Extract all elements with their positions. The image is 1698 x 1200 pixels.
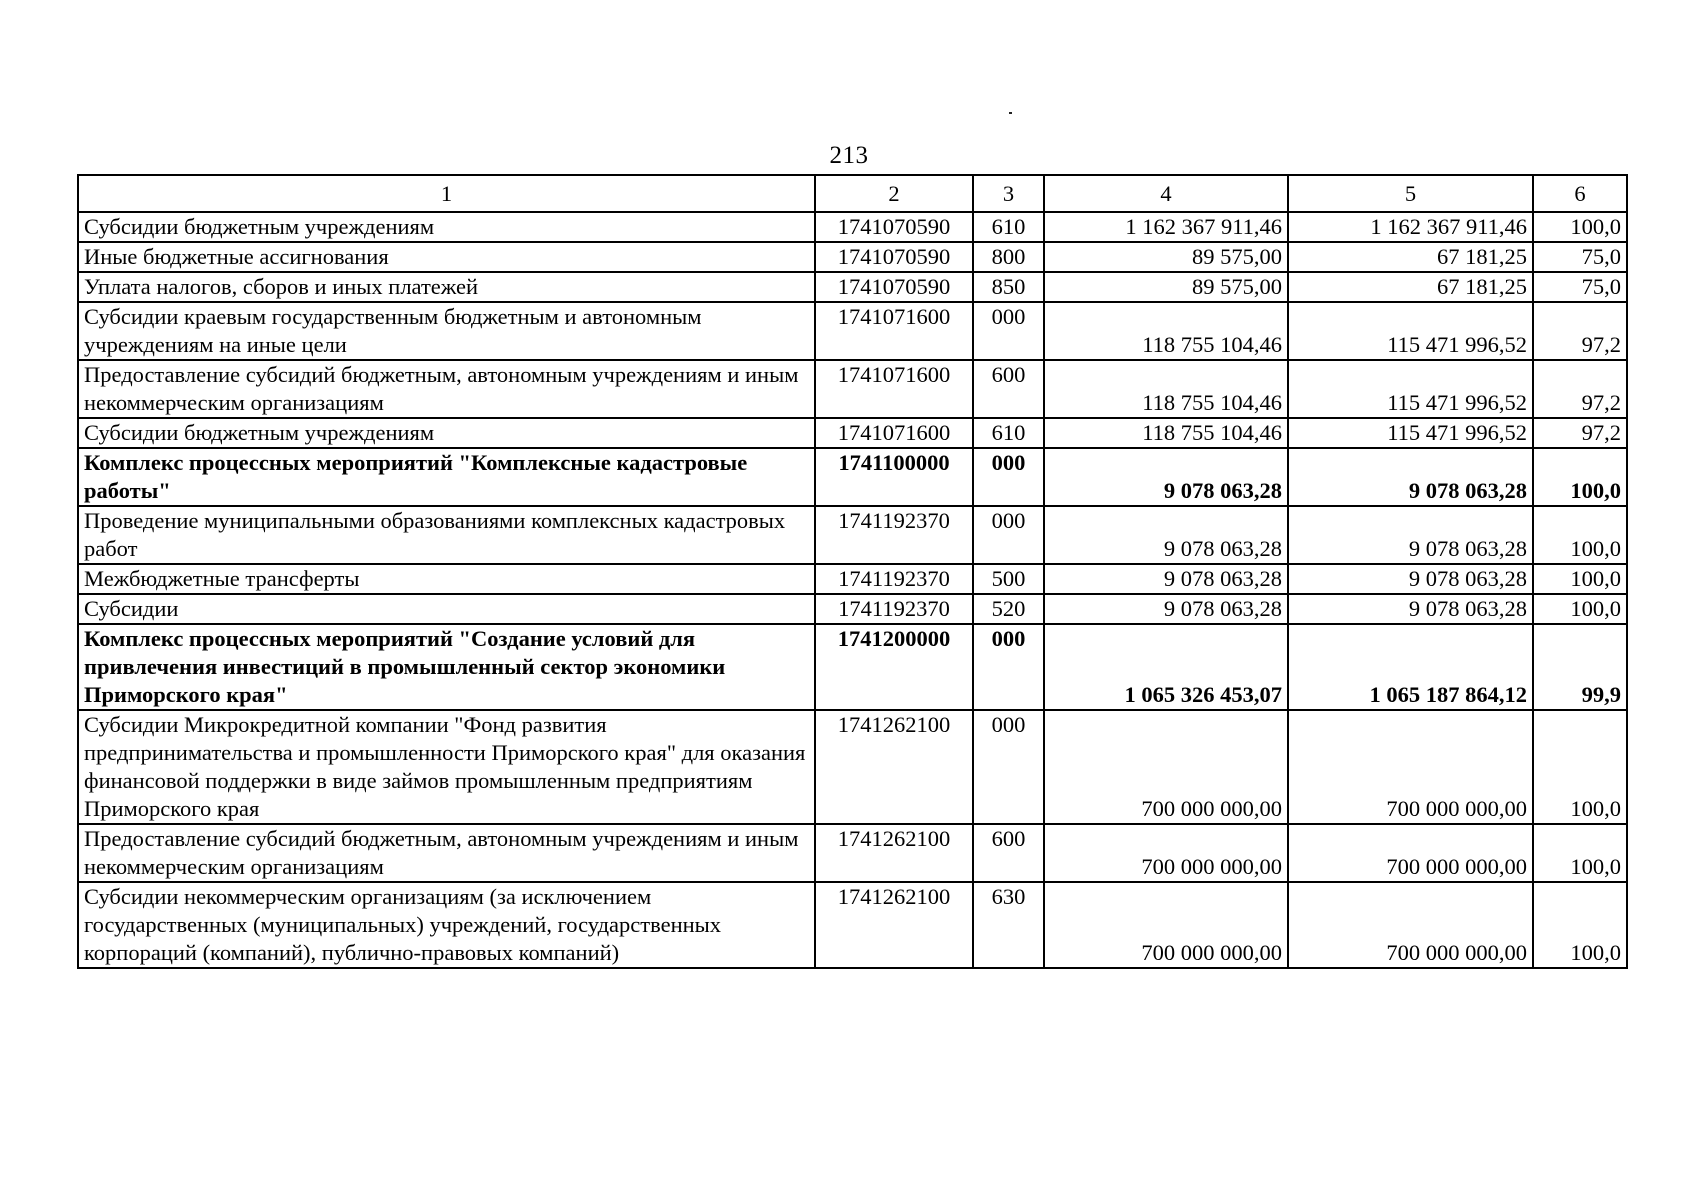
row-fact-amount-cell: 9 078 063,28: [1288, 594, 1533, 624]
row-percent-cell: 100,0: [1533, 564, 1627, 594]
column-header-name: 1: [78, 175, 815, 212]
row-name-cell: Межбюджетные трансферты: [78, 564, 815, 594]
row-code-cell: 1741070590: [815, 212, 973, 242]
row-name-cell: Иные бюджетные ассигнования: [78, 242, 815, 272]
row-plan-amount-cell: 1 162 367 911,46: [1044, 212, 1288, 242]
row-percent-cell: 97,2: [1533, 360, 1627, 418]
table-row: [78, 564, 1627, 594]
row-percent-cell: 100,0: [1533, 448, 1627, 506]
row-plan-amount-cell: 118 755 104,46: [1044, 418, 1288, 448]
scan-speck: [1009, 112, 1012, 114]
row-plan-amount-cell: 9 078 063,28: [1044, 564, 1288, 594]
row-expense-type-cell: 000: [973, 448, 1044, 506]
row-percent-cell: 100,0: [1533, 710, 1627, 824]
row-fact-amount-cell: 9 078 063,28: [1288, 564, 1533, 594]
table-row: [78, 360, 1627, 418]
row-code-cell: 1741100000: [815, 448, 973, 506]
row-expense-type-cell: 600: [973, 360, 1044, 418]
row-name-cell: Проведение муниципальными образованиями комплексных кадастровых работ: [78, 506, 815, 564]
row-plan-amount-cell: 89 575,00: [1044, 272, 1288, 302]
table-row: [78, 418, 1627, 448]
table-row: [78, 594, 1627, 624]
row-percent-cell: 75,0: [1533, 242, 1627, 272]
row-code-cell: 1741071600: [815, 418, 973, 448]
row-fact-amount-cell: 700 000 000,00: [1288, 824, 1533, 882]
row-plan-amount-cell: 700 000 000,00: [1044, 882, 1288, 968]
row-name-cell: Субсидии краевым государственным бюджетным и автономным учреждениям на иные цели: [78, 302, 815, 360]
row-expense-type-cell: 630: [973, 882, 1044, 968]
row-name-cell: Субсидии Микрокредитной компании "Фонд развития предпринимательства и промышленности Приморского края" для оказания финансовой поддержки в виде займов промышленным предприятиям Приморского края: [78, 710, 815, 824]
row-name-cell: Комплекс процессных мероприятий "Комплексные кадастровые работы": [78, 448, 815, 506]
row-expense-type-cell: 850: [973, 272, 1044, 302]
row-expense-type-cell: 000: [973, 624, 1044, 710]
row-name-cell: Комплекс процессных мероприятий "Создание условий для привлечения инвестиций в промышленный сектор экономики Приморского края": [78, 624, 815, 710]
row-percent-cell: 75,0: [1533, 272, 1627, 302]
table-header-row: [78, 175, 1627, 212]
row-name-cell: Предоставление субсидий бюджетным, автономным учреждениям и иным некоммерческим организациям: [78, 360, 815, 418]
page-number: 213: [829, 142, 869, 169]
table-row-section-total: [78, 448, 1627, 506]
row-name-cell: Субсидии: [78, 594, 815, 624]
table-row: [78, 824, 1627, 882]
row-name-cell: Субсидии бюджетным учреждениям: [78, 212, 815, 242]
row-expense-type-cell: 500: [973, 564, 1044, 594]
row-expense-type-cell: 000: [973, 302, 1044, 360]
table-row-section-total: [78, 624, 1627, 710]
row-percent-cell: 100,0: [1533, 212, 1627, 242]
row-code-cell: 1741071600: [815, 360, 973, 418]
row-fact-amount-cell: 115 471 996,52: [1288, 418, 1533, 448]
row-percent-cell: 99,9: [1533, 624, 1627, 710]
row-percent-cell: 97,2: [1533, 418, 1627, 448]
row-percent-cell: 100,0: [1533, 882, 1627, 968]
row-percent-cell: 100,0: [1533, 824, 1627, 882]
row-expense-type-cell: 520: [973, 594, 1044, 624]
table-row: [78, 506, 1627, 564]
row-code-cell: 1741262100: [815, 824, 973, 882]
row-fact-amount-cell: 9 078 063,28: [1288, 506, 1533, 564]
column-header-fact: 5: [1288, 175, 1533, 212]
row-plan-amount-cell: 700 000 000,00: [1044, 824, 1288, 882]
row-fact-amount-cell: 700 000 000,00: [1288, 882, 1533, 968]
row-name-cell: Субсидии бюджетным учреждениям: [78, 418, 815, 448]
row-plan-amount-cell: 9 078 063,28: [1044, 594, 1288, 624]
row-plan-amount-cell: 118 755 104,46: [1044, 302, 1288, 360]
table-row: [78, 882, 1627, 968]
row-fact-amount-cell: 1 065 187 864,12: [1288, 624, 1533, 710]
row-expense-type-cell: 610: [973, 418, 1044, 448]
row-expense-type-cell: 800: [973, 242, 1044, 272]
row-plan-amount-cell: 89 575,00: [1044, 242, 1288, 272]
row-percent-cell: 97,2: [1533, 302, 1627, 360]
row-plan-amount-cell: 9 078 063,28: [1044, 506, 1288, 564]
row-code-cell: 1741192370: [815, 564, 973, 594]
row-name-cell: Уплата налогов, сборов и иных платежей: [78, 272, 815, 302]
row-fact-amount-cell: 700 000 000,00: [1288, 710, 1533, 824]
column-header-code: 2: [815, 175, 973, 212]
table-row: [78, 242, 1627, 272]
row-name-cell: Субсидии некоммерческим организациям (за исключением государственных (муниципальных) учреждений, государственных корпораций (компаний), публично-правовых компаний): [78, 882, 815, 968]
row-fact-amount-cell: 115 471 996,52: [1288, 360, 1533, 418]
table-row: [78, 272, 1627, 302]
row-fact-amount-cell: 67 181,25: [1288, 272, 1533, 302]
row-fact-amount-cell: 1 162 367 911,46: [1288, 212, 1533, 242]
row-percent-cell: 100,0: [1533, 594, 1627, 624]
row-plan-amount-cell: 9 078 063,28: [1044, 448, 1288, 506]
row-code-cell: 1741262100: [815, 882, 973, 968]
row-code-cell: 1741192370: [815, 506, 973, 564]
column-header-expense-type: 3: [973, 175, 1044, 212]
table-row: [78, 212, 1627, 242]
row-fact-amount-cell: 115 471 996,52: [1288, 302, 1533, 360]
row-name-cell: Предоставление субсидий бюджетным, автономным учреждениям и иным некоммерческим организациям: [78, 824, 815, 882]
budget-table: [77, 174, 1628, 969]
row-fact-amount-cell: 67 181,25: [1288, 242, 1533, 272]
row-plan-amount-cell: 118 755 104,46: [1044, 360, 1288, 418]
row-expense-type-cell: 000: [973, 506, 1044, 564]
row-plan-amount-cell: 700 000 000,00: [1044, 710, 1288, 824]
row-plan-amount-cell: 1 065 326 453,07: [1044, 624, 1288, 710]
row-expense-type-cell: 000: [973, 710, 1044, 824]
row-code-cell: 1741192370: [815, 594, 973, 624]
row-code-cell: 1741200000: [815, 624, 973, 710]
row-code-cell: 1741071600: [815, 302, 973, 360]
column-header-percent: 6: [1533, 175, 1627, 212]
column-header-plan: 4: [1044, 175, 1288, 212]
row-fact-amount-cell: 9 078 063,28: [1288, 448, 1533, 506]
table-row: [78, 710, 1627, 824]
table-row: [78, 302, 1627, 360]
row-code-cell: 1741262100: [815, 710, 973, 824]
row-expense-type-cell: 610: [973, 212, 1044, 242]
row-code-cell: 1741070590: [815, 242, 973, 272]
row-percent-cell: 100,0: [1533, 506, 1627, 564]
row-code-cell: 1741070590: [815, 272, 973, 302]
row-expense-type-cell: 600: [973, 824, 1044, 882]
